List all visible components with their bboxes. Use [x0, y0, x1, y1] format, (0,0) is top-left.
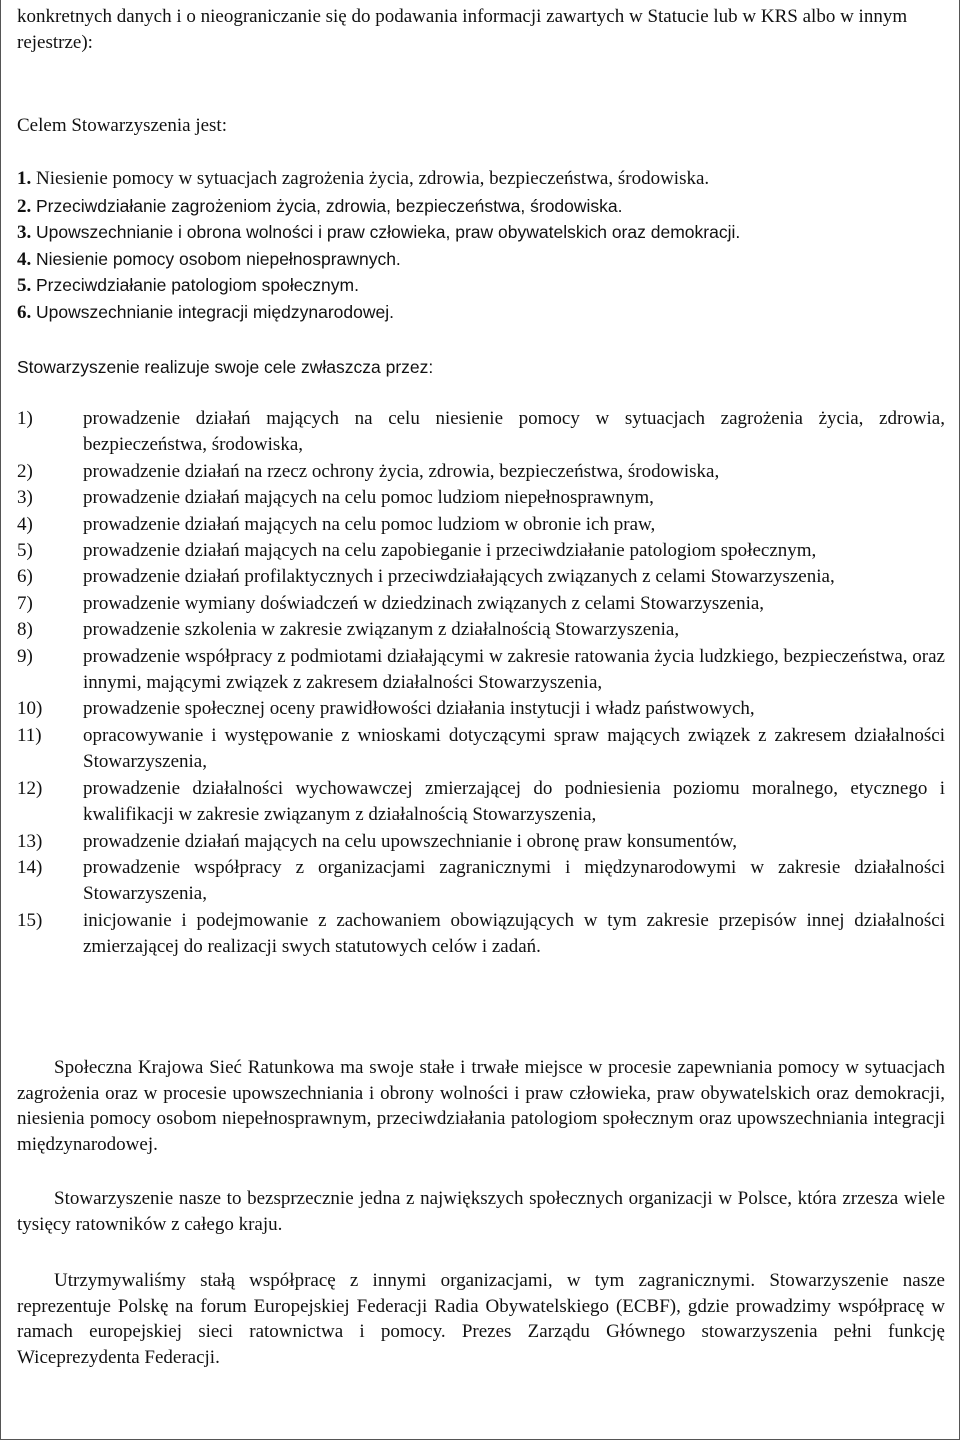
- means-number: 3): [17, 487, 33, 509]
- intro-text: konkretnych danych i o nieograniczanie się do podawania informacji zawartych w Statucie lub w KRS albo w innym rejestrze):: [17, 6, 908, 53]
- means-number: 15): [17, 909, 43, 931]
- goals-list: [17, 166, 947, 326]
- means-number: 4): [17, 513, 33, 535]
- goal-number: 2.: [17, 195, 32, 217]
- means-list: [17, 406, 945, 961]
- means-number: 10): [17, 698, 43, 720]
- means-number: 14): [17, 856, 43, 878]
- goal-text: Upowszechnianie i obrona wolności i praw człowieka, praw obywatelskich oraz demokracji.: [36, 222, 741, 243]
- means-number: 12): [17, 777, 43, 799]
- goal-item: [17, 193, 947, 220]
- goal-text: Przeciwdziałanie zagrożeniom życia, zdrowia, bezpieczeństwa, środowiska.: [36, 195, 623, 216]
- means-number: 8): [17, 619, 33, 641]
- means-text: prowadzenie działań na rzecz ochrony życia, zdrowia, bezpieczeństwa, środowiska,: [83, 460, 720, 482]
- means-item: [17, 617, 945, 643]
- means-item: [17, 406, 945, 459]
- goal-item: [17, 299, 947, 326]
- goal-number: 5.: [17, 275, 32, 297]
- means-text: prowadzenie współpracy z podmiotami działającymi w zakresie ratowania życia ludzkiego, bezpieczeństwa, oraz innymi, mającymi związek z zakresem działalności Stowarzyszenia,: [83, 645, 945, 694]
- means-item: [17, 644, 945, 697]
- means-item: [17, 696, 945, 722]
- means-number: 1): [17, 408, 33, 429]
- means-text: prowadzenie działalności wychowawczej zmierzającej do podniesienia poziomu moralnego, etycznego i kwalifikacji w zakresie związanym z działalnością Stowarzyszenia,: [83, 777, 945, 826]
- goals-heading: Celem Stowarzyszenia jest:: [17, 115, 227, 136]
- goal-item: [17, 246, 947, 273]
- paragraph-organization: Stowarzyszenie nasze to bezsprzecznie jedna z największych społecznych organizacji w Polsce, która zrzesza wiele tysięcy ratowników z całego kraju.: [17, 1188, 945, 1235]
- means-item: [17, 855, 945, 908]
- goal-number: 1.: [17, 168, 32, 189]
- goal-text: Przeciwdziałanie patologiom społecznym.: [36, 275, 359, 296]
- goal-text: Upowszechnianie integracji międzynarodowej.: [36, 301, 394, 322]
- goal-item: [17, 166, 947, 193]
- means-item: [17, 723, 945, 776]
- means-text: prowadzenie działań profilaktycznych i przeciwdziałających związanych z celami Stowarzyszenia,: [83, 566, 835, 588]
- means-number: 13): [17, 830, 43, 852]
- means-item: [17, 564, 945, 590]
- means-text: inicjowanie i podejmowanie z zachowaniem obowiązujących w tym zakresie przepisów innej działalności zmierzającej do realizacji swych statutowych celów i zadań.: [83, 909, 945, 958]
- means-item: [17, 485, 945, 511]
- paragraph-cooperation: Utrzymywaliśmy stałą współpracę z innymi organizacjami, w tym zagranicznymi. Stowarzyszenie nasze reprezentuje Polskę na forum Europejskiej Federacji Radia Obywatelskiego (ECBF), gdzie prowadzimy współpracę w ramach europejskiej sieci ratownictwa i pomocy. Prezes Zarządu Głównego stowarzyszenia pełni funkcję Wiceprezydenta Federacji.: [17, 1270, 945, 1368]
- means-number: 5): [17, 540, 33, 562]
- means-text: prowadzenie działań mających na celu pomoc ludziom niepełnosprawnym,: [83, 487, 654, 509]
- means-text: prowadzenie współpracy z organizacjami zagranicznymi i międzynarodowymi w zakresie działalności Stowarzyszenia,: [83, 856, 945, 905]
- means-number: 11): [17, 724, 42, 746]
- goal-text: Niesienie pomocy w sytuacjach zagrożenia życia, zdrowia, bezpieczeństwa, środowiska.: [36, 168, 710, 189]
- goal-number: 4.: [17, 248, 32, 270]
- goal-number: 6.: [17, 301, 32, 323]
- goal-item: [17, 219, 947, 246]
- means-text: prowadzenie wymiany doświadczeń w dziedzinach związanych z celami Stowarzyszenia,: [83, 592, 765, 614]
- means-text: opracowywanie i występowanie z wnioskami dotyczącymi spraw mających związek z zakresem działalności Stowarzyszenia,: [83, 724, 945, 773]
- means-text: prowadzenie działań mających na celu zapobieganie i przeciwdziałanie patologiom społecznym,: [83, 540, 817, 562]
- goal-text: Niesienie pomocy osobom niepełnosprawnych.: [36, 248, 401, 269]
- means-text: prowadzenie działań mających na celu upowszechnianie i obronę praw konsumentów,: [83, 830, 738, 852]
- means-item: [17, 776, 945, 829]
- means-number: 9): [17, 645, 33, 667]
- means-text: prowadzenie szkolenia w zakresie związanym z działalnością Stowarzyszenia,: [83, 619, 680, 641]
- means-number: 7): [17, 592, 33, 614]
- paragraph-network: Społeczna Krajowa Sieć Ratunkowa ma swoje stałe i trwałe miejsce w procesie zapewniania pomocy w sytuacjach zagrożenia oraz w procesie upowszechniania i obrony wolności i praw człowieka, praw obywatelskich oraz demokracji, niesienia pomocy osobom niepełnosprawnym, przeciwdziałania patologiom społecznym oraz upowszechniania integracji międzynarodowej.: [17, 1057, 945, 1155]
- means-text: prowadzenie społecznej oceny prawidłowości działania instytucji i władz państwowych,: [83, 698, 755, 720]
- means-text: prowadzenie działań mających na celu niesienie pomocy w sytuacjach zagrożenia życia, zdrowia, bezpieczeństwa, środowiska,: [83, 408, 945, 456]
- means-heading: Stowarzyszenie realizuje swoje cele zwłaszcza przez:: [17, 357, 434, 377]
- means-text: prowadzenie działań mających na celu pomoc ludziom w obronie ich praw,: [83, 513, 656, 535]
- means-item: [17, 538, 945, 564]
- means-item: [17, 908, 945, 961]
- means-item: [17, 459, 945, 485]
- means-number: 6): [17, 566, 33, 588]
- means-number: 2): [17, 460, 33, 482]
- means-item: [17, 829, 945, 855]
- goal-number: 3.: [17, 222, 32, 244]
- means-item: [17, 591, 945, 617]
- goal-item: [17, 272, 947, 299]
- means-item: [17, 512, 945, 538]
